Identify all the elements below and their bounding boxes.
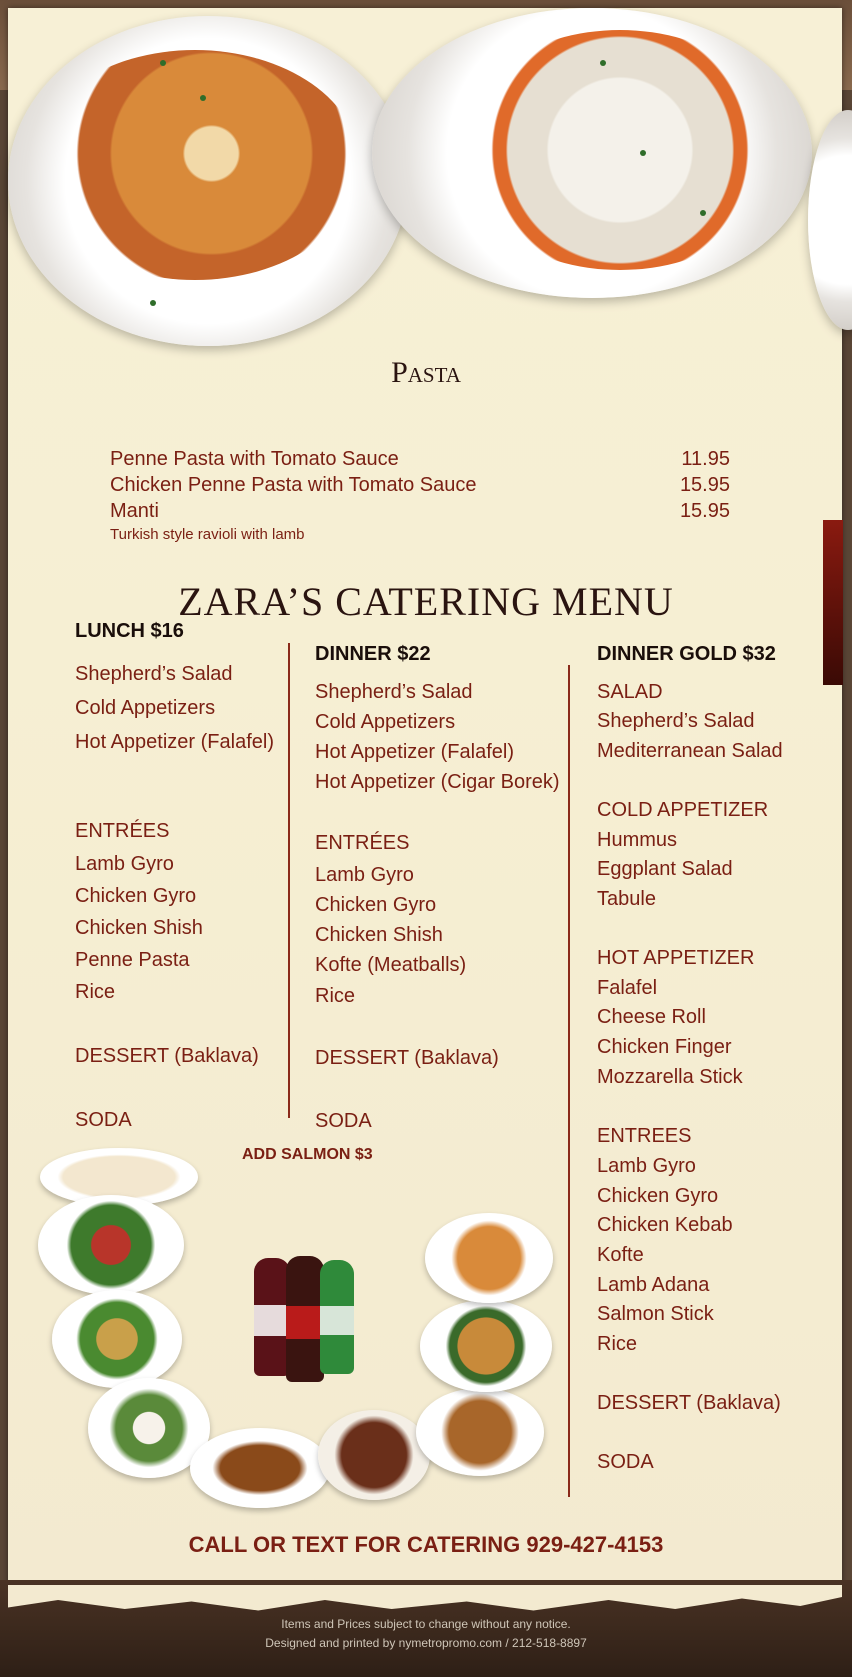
pasta-item-name: Penne Pasta with Tomato Sauce — [110, 448, 399, 470]
chicken-fingers-plate-image — [420, 1300, 552, 1392]
lunch-item: Cold Appetizers — [75, 697, 216, 719]
7up-bottle-image — [320, 1260, 354, 1374]
dinner-item: Chicken Shish — [315, 924, 443, 946]
catering-phone-callout: CALL OR TEXT FOR CATERING 929-427-4153 — [188, 1532, 664, 1557]
pasta-section-title: Pasta — [391, 356, 461, 389]
add-salmon-note: ADD SALMON $3 — [242, 1146, 373, 1163]
dinner-gold-item: Chicken Kebab — [597, 1214, 733, 1236]
dinner-gold-item: Chicken Gyro — [597, 1185, 719, 1207]
penne-catering-plate-image — [425, 1213, 553, 1303]
pasta-item-description: Turkish style ravioli with lamb — [110, 526, 305, 543]
dinner-item: Rice — [315, 985, 356, 1007]
parsley-garnish — [150, 300, 156, 306]
dinner-item: Cold Appetizers — [315, 711, 456, 733]
dinner-gold-item: Lamb Adana — [597, 1274, 710, 1296]
dr-pepper-bottle-image — [254, 1258, 290, 1376]
footer-credits: Designed and printed by nymetropromo.com / 212-518-8897 — [265, 1636, 587, 1650]
pasta-item-price: 11.95 — [681, 448, 730, 470]
pasta-item — [110, 448, 730, 471]
pasta-item — [110, 500, 730, 523]
lunch-item: Penne Pasta — [75, 949, 190, 971]
lunch-item: Shepherd’s Salad — [75, 663, 233, 685]
parsley-garnish — [600, 60, 606, 66]
dinner-gold-item: Hummus — [597, 829, 678, 851]
baklava-tray-image — [190, 1428, 330, 1508]
dinner-gold-item: DESSERT (Baklava) — [597, 1392, 781, 1414]
dinner-item: ENTRÉES — [315, 832, 410, 854]
dinner-gold-item: Chicken Finger — [597, 1036, 732, 1058]
dinner-gold-item: ENTREES — [597, 1125, 692, 1147]
manti-image — [455, 30, 785, 270]
lunch-heading: LUNCH $16 — [75, 620, 184, 642]
dinner-gold-item: Mediterranean Salad — [597, 740, 783, 762]
penne-pasta-image — [30, 50, 360, 280]
dinner-gold-item: Kofte — [597, 1244, 644, 1266]
dinner-heading: DINNER $22 — [315, 643, 431, 665]
dinner-item: Lamb Gyro — [315, 864, 414, 886]
appetizer-platter-image — [52, 1290, 182, 1388]
pasta-item-name: Chicken Penne Pasta with Tomato Sauce — [110, 474, 477, 496]
salad-dish-image — [38, 1195, 184, 1295]
lunch-item: Chicken Shish — [75, 917, 203, 939]
dinner-item: Hot Appetizer (Falafel) — [315, 741, 514, 763]
dinner-gold-item: Falafel — [597, 977, 658, 999]
parsley-garnish — [200, 95, 206, 101]
pasta-item-name: Manti — [110, 500, 159, 522]
dinner-gold-heading: DINNER GOLD $32 — [597, 643, 776, 665]
dinner-gold-item: SODA — [597, 1451, 654, 1473]
footer-disclaimer: Items and Prices subject to change without any notice. — [281, 1617, 571, 1631]
dinner-gold-item: Shepherd’s Salad — [597, 710, 755, 732]
parsley-garnish — [700, 210, 706, 216]
pasta-item-price: 15.95 — [679, 474, 730, 496]
lunch-item: Hot Appetizer (Falafel) — [75, 731, 274, 753]
chicken-gyro-plate-image — [416, 1388, 544, 1476]
dinner-item: Shepherd’s Salad — [315, 681, 473, 703]
column-divider — [288, 643, 290, 1118]
dinner-gold-item: Eggplant Salad — [597, 858, 733, 880]
column-divider — [568, 665, 570, 1497]
lunch-item: SODA — [75, 1109, 132, 1131]
dinner-item: Chicken Gyro — [315, 894, 437, 916]
pasta-item — [110, 474, 730, 497]
dinner-gold-item: Tabule — [597, 888, 656, 910]
dinner-gold-item: SALAD — [597, 681, 663, 703]
catering-menu-title: ZARA’S CATERING MENU — [178, 579, 674, 624]
pasta-item-price: 15.95 — [679, 500, 730, 522]
lunch-item: Chicken Gyro — [75, 885, 197, 907]
dinner-item: DESSERT (Baklava) — [315, 1047, 499, 1069]
dinner-gold-item: Rice — [597, 1333, 638, 1355]
coca-cola-bottle-image — [286, 1256, 324, 1382]
dinner-gold-item: HOT APPETIZER — [597, 947, 755, 969]
gyro-plate-image — [318, 1410, 430, 1500]
dinner-gold-item: Cheese Roll — [597, 1006, 706, 1028]
dinner-item: SODA — [315, 1110, 372, 1132]
lunch-item: DESSERT (Baklava) — [75, 1045, 259, 1067]
dinner-item: Hot Appetizer (Cigar Borek) — [315, 771, 560, 793]
lunch-item: ENTRÉES — [75, 820, 170, 842]
parsley-garnish — [160, 60, 166, 66]
dinner-gold-item: Lamb Gyro — [597, 1155, 696, 1177]
parsley-garnish — [640, 150, 646, 156]
dinner-gold-item: Mozzarella Stick — [597, 1066, 743, 1088]
dinner-gold-item: Salmon Stick — [597, 1303, 714, 1325]
lunch-item: Lamb Gyro — [75, 853, 174, 875]
dinner-gold-item: COLD APPETIZER — [597, 799, 769, 821]
lunch-item: Rice — [75, 981, 116, 1003]
dinner-item: Kofte (Meatballs) — [315, 954, 467, 976]
